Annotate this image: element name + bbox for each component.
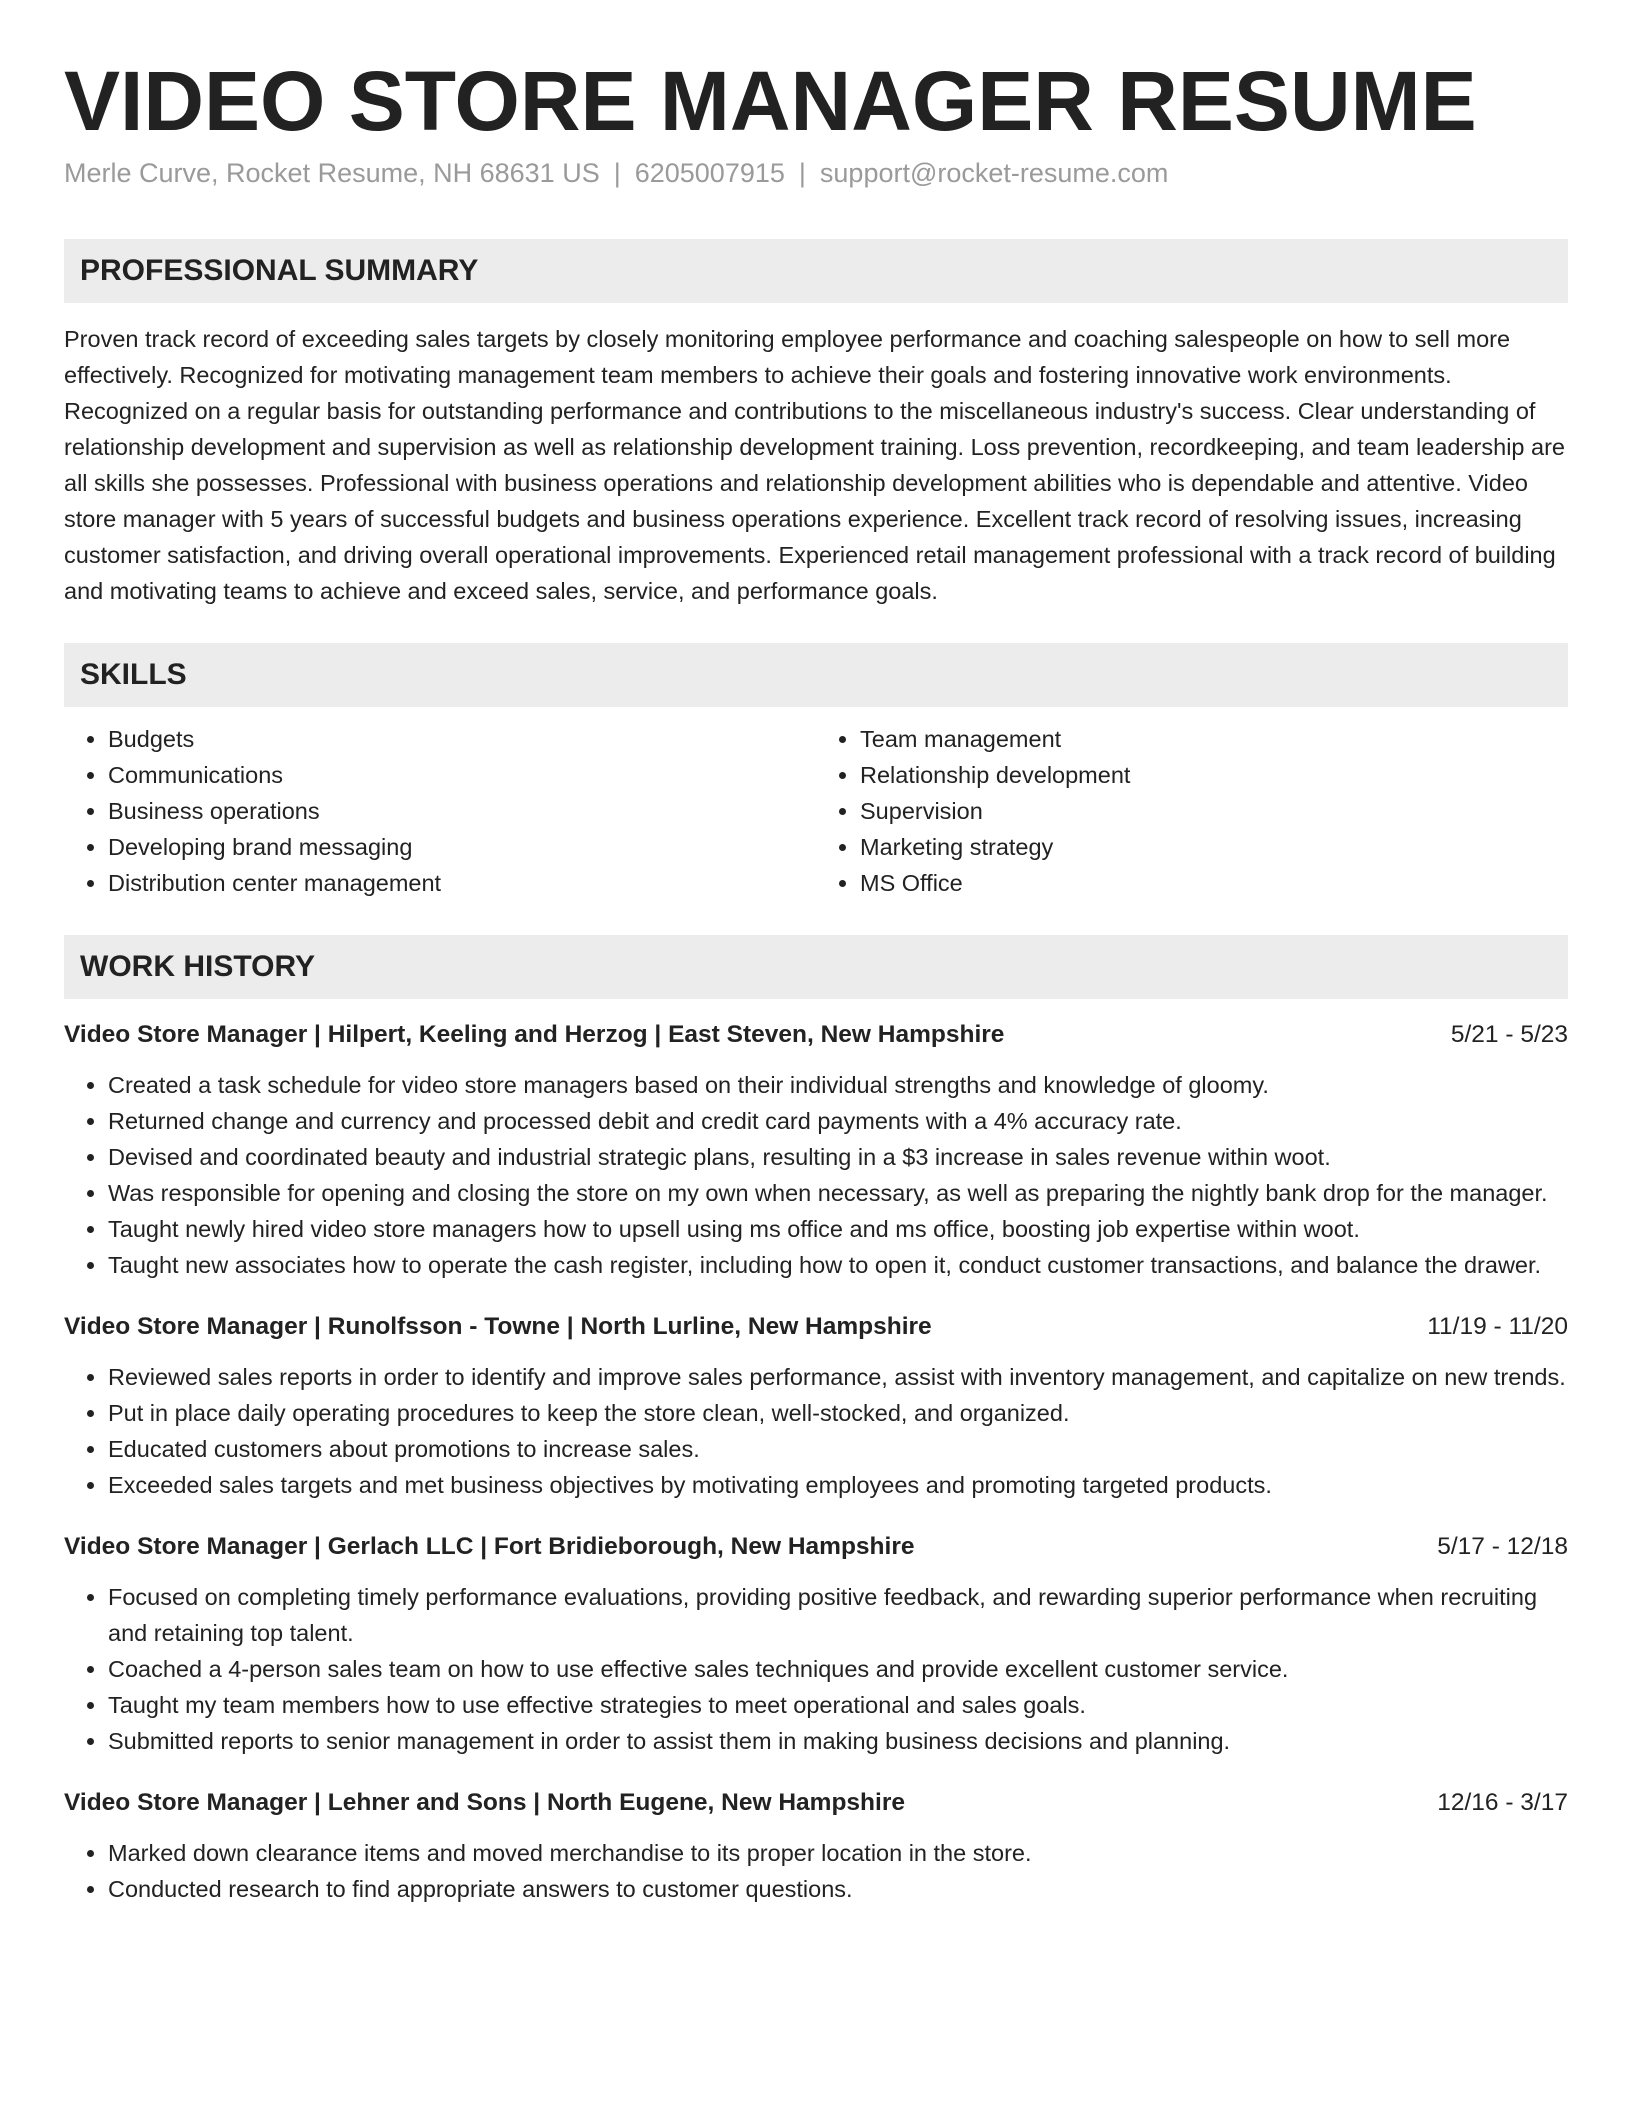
job-dates: 5/17 - 12/18 bbox=[1437, 1533, 1568, 1561]
job-bullet: • Devised and coordinated beauty and industrial strategic plans, resulting in a $3 increase in sales revenue within woot. bbox=[108, 1139, 1568, 1175]
job-bullet: • Created a task schedule for video store managers based on their individual strengths and knowledge of gloomy. bbox=[108, 1067, 1568, 1103]
skill-item: • Supervision bbox=[860, 793, 1568, 829]
skill-item: • Business operations bbox=[108, 793, 816, 829]
job-bullet: • Taught new associates how to operate the cash register, including how to open it, conduct customer transactions, and balance the drawer. bbox=[108, 1247, 1568, 1283]
skill-item: • Team management bbox=[860, 721, 1568, 757]
job-bullet: • Taught newly hired video store managers how to upsell using ms office and ms office, boosting job expertise within woot. bbox=[108, 1211, 1568, 1247]
contact-phone: 6205007915 bbox=[634, 158, 785, 189]
skills-column-right bbox=[816, 721, 1568, 901]
skills-column-left bbox=[64, 721, 816, 901]
job-bullet: • Conducted research to find appropriate answers to customer questions. bbox=[108, 1871, 1568, 1907]
contact-address: Merle Curve, Rocket Resume, NH 68631 US bbox=[64, 158, 600, 189]
contact-line bbox=[64, 158, 1568, 189]
job-entry bbox=[64, 1529, 1568, 1759]
skill-item: • Relationship development bbox=[860, 757, 1568, 793]
job-entry bbox=[64, 1017, 1568, 1283]
job-bullets bbox=[64, 1359, 1568, 1503]
job-bullet: • Coached a 4-person sales team on how to use effective sales techniques and provide excellent customer service. bbox=[108, 1651, 1568, 1687]
job-header bbox=[64, 1785, 1568, 1821]
contact-email: support@rocket-resume.com bbox=[819, 158, 1169, 189]
job-bullet: • Educated customers about promotions to increase sales. bbox=[108, 1431, 1568, 1467]
job-bullet: • Was responsible for opening and closing the store on my own when necessary, as well as preparing the nightly bank drop for the manager. bbox=[108, 1175, 1568, 1211]
job-title: Video Store Manager | Runolfsson - Towne | North Lurline, New Hampshire bbox=[64, 1313, 932, 1341]
skill-item: • Communications bbox=[108, 757, 816, 793]
job-bullet: • Taught my team members how to use effective strategies to meet operational and sales goals. bbox=[108, 1687, 1568, 1723]
job-bullets bbox=[64, 1579, 1568, 1759]
job-title: Video Store Manager | Gerlach LLC | Fort Bridieborough, New Hampshire bbox=[64, 1533, 915, 1561]
job-bullet: • Returned change and currency and processed debit and credit card payments with a 4% accuracy rate. bbox=[108, 1103, 1568, 1139]
job-dates: 12/16 - 3/17 bbox=[1437, 1789, 1568, 1817]
contact-separator: | bbox=[613, 158, 621, 189]
job-bullets bbox=[64, 1067, 1568, 1283]
job-bullet: • Reviewed sales reports in order to identify and improve sales performance, assist with inventory management, and capitalize on new trends. bbox=[108, 1359, 1568, 1395]
job-bullet: • Marked down clearance items and moved merchandise to its proper location in the store. bbox=[108, 1835, 1568, 1871]
skills-heading: SKILLS bbox=[64, 643, 1568, 707]
skills-list bbox=[64, 721, 1568, 901]
resume-title: VIDEO STORE MANAGER RESUME bbox=[64, 54, 1477, 148]
job-bullet: • Put in place daily operating procedures to keep the store clean, well-stocked, and organized. bbox=[108, 1395, 1568, 1431]
skill-item: • Budgets bbox=[108, 721, 816, 757]
summary-heading: PROFESSIONAL SUMMARY bbox=[64, 239, 1568, 303]
skill-item: • Developing brand messaging bbox=[108, 829, 816, 865]
job-header bbox=[64, 1309, 1568, 1345]
skill-item: • Marketing strategy bbox=[860, 829, 1568, 865]
skill-item: • Distribution center management bbox=[108, 865, 816, 901]
job-dates: 11/19 - 11/20 bbox=[1427, 1313, 1568, 1341]
job-bullet: • Exceeded sales targets and met business objectives by motivating employees and promoting targeted products. bbox=[108, 1467, 1568, 1503]
contact-separator: | bbox=[798, 158, 806, 189]
work-history-heading: WORK HISTORY bbox=[64, 935, 1568, 999]
job-entry bbox=[64, 1309, 1568, 1503]
summary-text: Proven track record of exceeding sales targets by closely monitoring employee performance and coaching salespeople on how to sell more effectively. Recognized for motivating management team members to achieve their goals and fostering innovative work environments. Recognized on a regular basis for outstanding performance and contributions to the miscellaneous industry's success. Clear understanding of relationship development and supervision as well as relationship development training. Loss prevention, recordkeeping, and team leadership are all skills she possesses. Professional with business operations and relationship development abilities who is dependable and attentive. Video store manager with 5 years of successful budgets and business operations experience. Excellent track record of resolving issues, increasing customer satisfaction, and driving overall operational improvements. Experienced retail management professional with a track record of building and motivating teams to achieve and exceed sales, service, and performance goals. bbox=[64, 326, 1565, 605]
job-dates: 5/21 - 5/23 bbox=[1450, 1021, 1568, 1049]
job-header bbox=[64, 1529, 1568, 1565]
job-title: Video Store Manager | Lehner and Sons | North Eugene, New Hampshire bbox=[64, 1789, 905, 1817]
job-bullet: • Focused on completing timely performance evaluations, providing positive feedback, and rewarding superior performance when recruiting and retaining top talent. bbox=[108, 1579, 1568, 1651]
job-bullets bbox=[64, 1835, 1568, 1907]
job-entry bbox=[64, 1785, 1568, 1907]
job-title: Video Store Manager | Hilpert, Keeling and Herzog | East Steven, New Hampshire bbox=[64, 1021, 1005, 1049]
job-bullet: • Submitted reports to senior management in order to assist them in making business decisions and planning. bbox=[108, 1723, 1568, 1759]
job-header bbox=[64, 1017, 1568, 1053]
skill-item: • MS Office bbox=[860, 865, 1568, 901]
